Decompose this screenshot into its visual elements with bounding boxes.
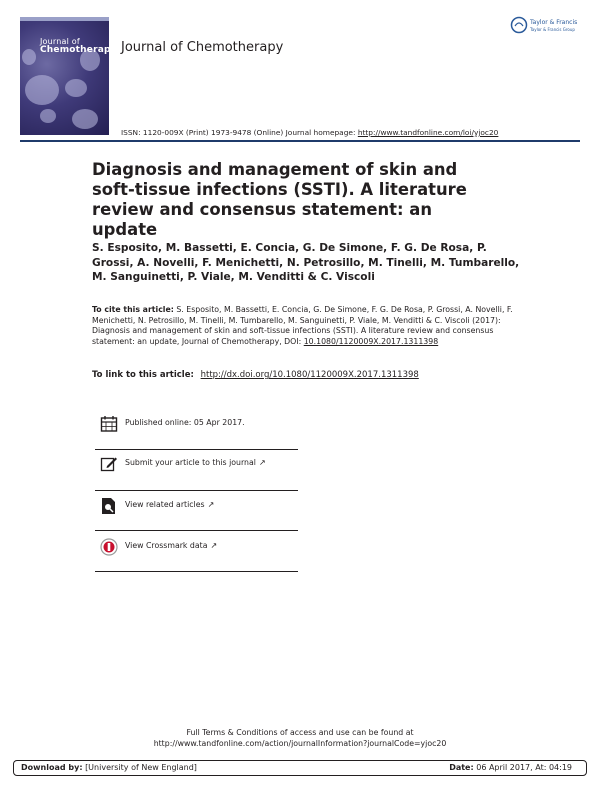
crossmark-icon bbox=[100, 538, 118, 556]
publisher-logo-icon bbox=[510, 16, 528, 34]
citation-doi-link[interactable]: 10.1080/1120009X.2017.1311398 bbox=[303, 336, 439, 346]
cover-blob bbox=[22, 49, 36, 65]
citation-label: To cite this article: bbox=[92, 305, 174, 314]
journal-title: Journal of Chemotherapy bbox=[121, 40, 284, 55]
cover-blob bbox=[72, 109, 98, 129]
terms-url-link[interactable]: http://www.tandfonline.com/action/journalInformation?journalCode=yjoc20 bbox=[153, 739, 447, 748]
panel-divider bbox=[95, 571, 298, 572]
edit-icon bbox=[100, 455, 118, 473]
article-doi-link[interactable]: http://dx.doi.org/10.1080/1120009X.2017.1311398 bbox=[200, 370, 419, 380]
panel-divider bbox=[95, 490, 298, 491]
submit-article-row[interactable] bbox=[95, 455, 298, 493]
download-info-bar bbox=[13, 760, 587, 776]
download-date bbox=[449, 761, 572, 775]
cover-top-bar bbox=[20, 17, 109, 21]
journal-homepage-link[interactable]: http://www.tandfonline.com/loi/yjoc20 bbox=[357, 128, 499, 137]
crossmark-link[interactable] bbox=[125, 541, 217, 550]
external-link-icon: ↗ bbox=[210, 541, 218, 550]
cover-blob bbox=[25, 75, 59, 105]
external-link-icon: ↗ bbox=[207, 500, 215, 509]
submit-article-text: Submit your article to this journal bbox=[125, 458, 256, 467]
download-date-label: Date: bbox=[449, 763, 474, 772]
publisher-logo bbox=[510, 16, 590, 36]
panel-divider bbox=[95, 530, 298, 531]
terms-footer bbox=[0, 727, 600, 749]
issn-line bbox=[121, 128, 498, 137]
downloaded-by-label: Download by: bbox=[21, 763, 83, 772]
crossmark-text: View Crossmark data bbox=[125, 541, 208, 550]
journal-cover-image bbox=[20, 17, 117, 135]
published-online-text: Published online: 05 Apr 2017. bbox=[125, 418, 245, 427]
header-divider bbox=[20, 140, 580, 142]
download-date-value: 06 April 2017, At: 04:19 bbox=[476, 763, 572, 772]
article-authors: S. Esposito, M. Bassetti, E. Concia, G. De Simone, F. G. De Rosa, P. Grossi, A. Novelli, F. Menichetti, N. Petrosillo, M. Tinelli, M. Tumbarello, M. Sanguinetti, P. Viale, M. Venditti & C. Viscoli bbox=[92, 242, 520, 283]
publisher-logo-line2: Taylor & Francis Group bbox=[530, 27, 575, 32]
citation-block bbox=[92, 305, 522, 347]
panel-divider bbox=[95, 449, 298, 450]
downloaded-by bbox=[21, 761, 197, 775]
external-link-icon: ↗ bbox=[258, 458, 266, 467]
publisher-logo-line1: Taylor & Francis bbox=[530, 19, 578, 26]
cover-title-line2: Chemotherapy bbox=[40, 45, 117, 55]
cover-journal-name bbox=[40, 37, 117, 55]
related-articles-icon bbox=[100, 497, 118, 515]
cover-title-line1: Journal of bbox=[40, 37, 80, 46]
related-articles-link[interactable] bbox=[125, 500, 214, 509]
related-articles-text: View related articles bbox=[125, 500, 205, 509]
article-link-line bbox=[92, 370, 419, 380]
cover-blob bbox=[40, 109, 56, 123]
submit-article-link[interactable] bbox=[125, 458, 266, 467]
published-online-row bbox=[95, 415, 298, 453]
calendar-icon bbox=[100, 415, 118, 433]
publisher-logo-text bbox=[530, 19, 577, 33]
issn-text: ISSN: 1120-009X (Print) 1973-9478 (Online) Journal homepage: bbox=[121, 128, 356, 137]
cover-blob bbox=[65, 79, 87, 97]
article-title: Diagnosis and management of skin and soft-tissue infections (SSTI). A literature review and consensus statement: an update bbox=[92, 160, 467, 239]
citation-text: S. Esposito, M. Bassetti, E. Concia, G. De Simone, F. G. De Rosa, P. Grossi, A. Novelli, F. Menichetti, N. Petrosillo, M. Tinelli, M. Tumbarello, M. Sanguinetti, P. Viale, M. Venditti & C. Viscoli (2017): Diagnosis and management of skin and soft-tissue infections (SSTI). A literature review and consensus statement: an update, Journal of Chemotherapy, DOI: bbox=[92, 305, 513, 346]
terms-text: Full Terms & Conditions of access and use can be found at bbox=[186, 728, 414, 737]
article-link-label: To link to this article: bbox=[92, 370, 194, 380]
downloaded-by-value: [University of New England] bbox=[85, 763, 197, 772]
